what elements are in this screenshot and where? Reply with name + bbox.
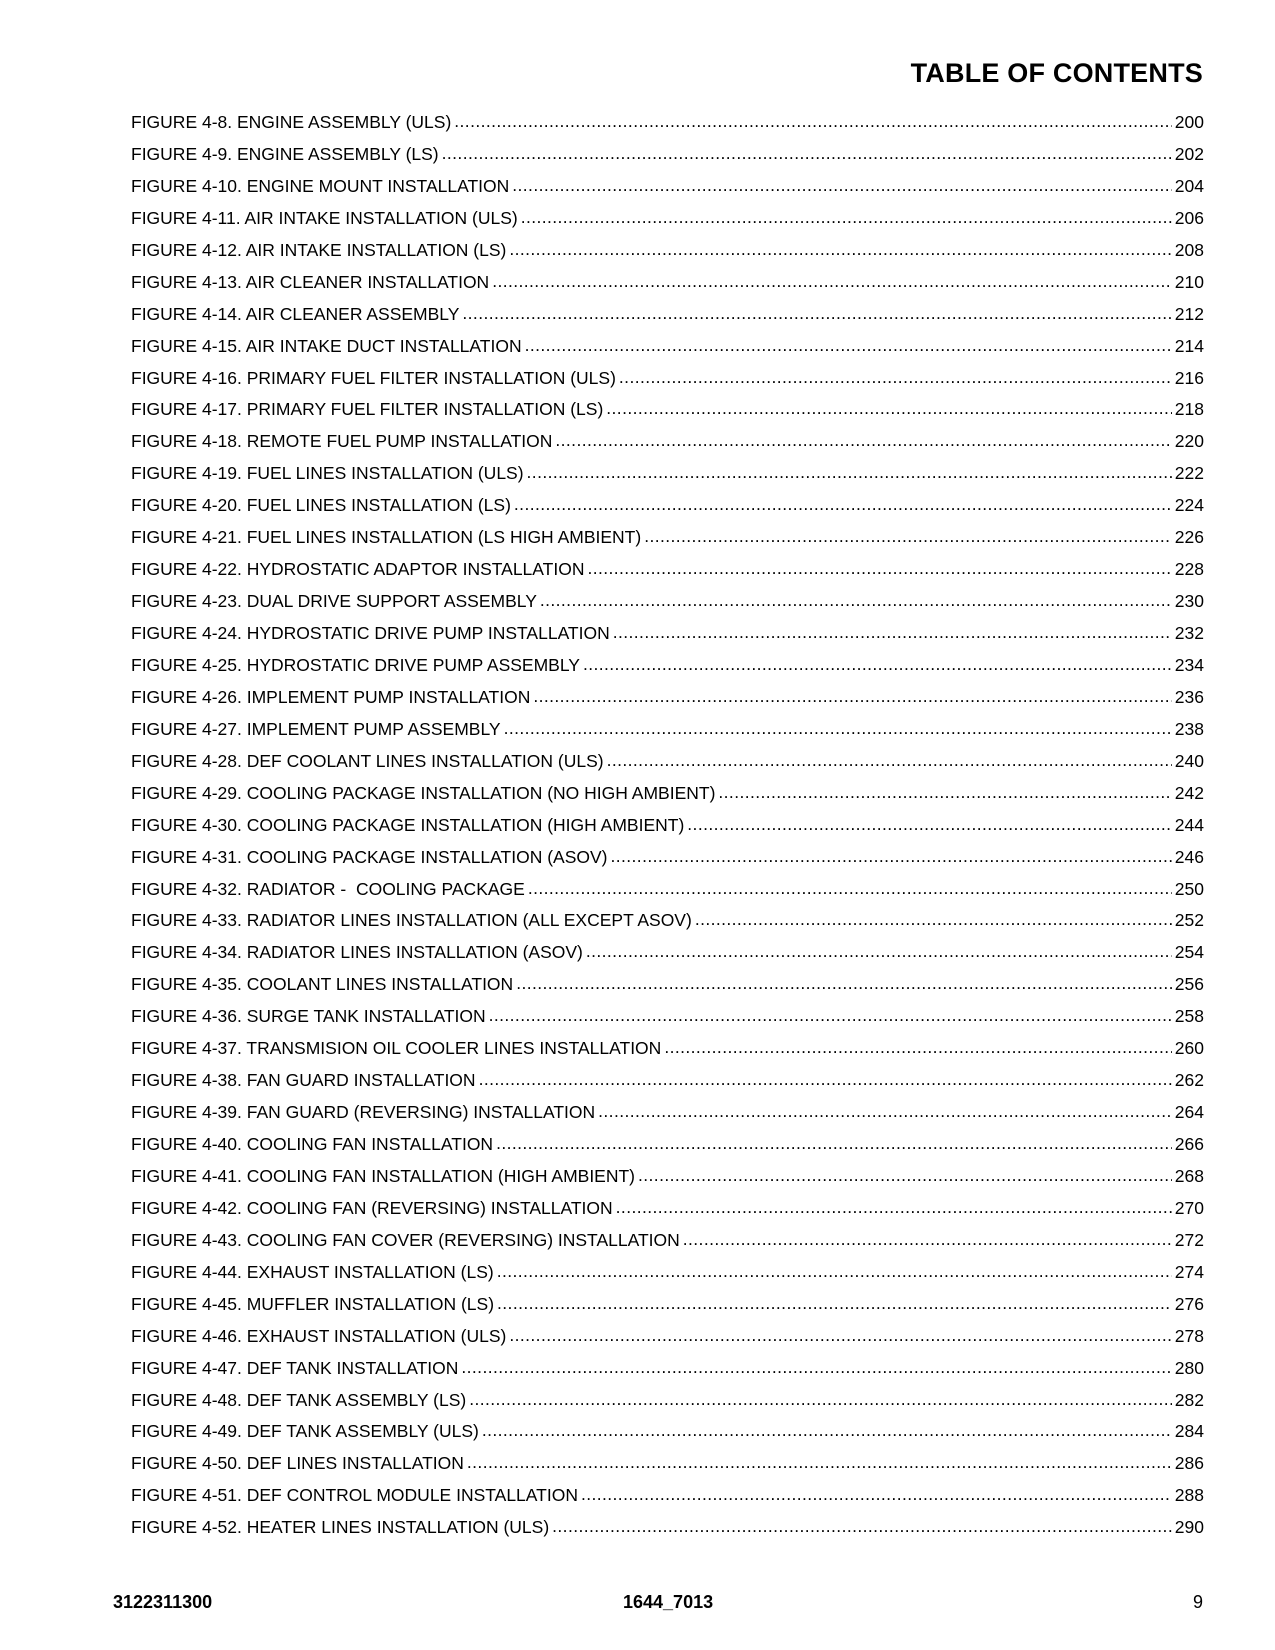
toc-entry[interactable] <box>131 206 1204 238</box>
toc-entry[interactable] <box>131 238 1204 270</box>
toc-entry-page: 216 <box>1174 367 1204 388</box>
toc-entry[interactable] <box>131 174 1204 206</box>
toc-entry[interactable] <box>131 397 1204 429</box>
toc-dot-leader <box>442 142 1172 165</box>
toc-dot-leader <box>687 813 1172 836</box>
toc-dot-leader <box>516 972 1172 995</box>
toc-entry-page: 282 <box>1174 1389 1204 1410</box>
toc-entry-page: 232 <box>1174 623 1204 643</box>
toc-dot-leader <box>555 429 1171 452</box>
toc-entry[interactable] <box>131 525 1204 557</box>
toc-dot-leader <box>492 270 1172 293</box>
toc-entry-page: 262 <box>1174 1070 1204 1091</box>
toc-entry-page: 280 <box>1174 1357 1204 1378</box>
toc-entry-page: 256 <box>1174 974 1204 995</box>
toc-entry[interactable] <box>131 717 1204 749</box>
toc-dot-leader <box>607 749 1172 772</box>
toc-entry-label: FIGURE 4-30. COOLING PACKAGE INSTALLATION (HIGH AMBIENT) <box>131 814 685 835</box>
toc-entry-page: 246 <box>1174 846 1204 867</box>
toc-dot-leader <box>587 557 1171 580</box>
toc-entry-page: 230 <box>1174 591 1204 612</box>
toc-entry[interactable] <box>131 110 1204 142</box>
toc-entry-label: FIGURE 4-39. FAN GUARD (REVERSING) INSTALLATION <box>131 1102 596 1123</box>
toc-entry-label: FIGURE 4-36. SURGE TANK INSTALLATION <box>131 1006 486 1027</box>
toc-dot-leader <box>496 1132 1172 1155</box>
toc-dot-leader <box>497 1292 1172 1315</box>
toc-entry-label: FIGURE 4-12. AIR INTAKE INSTALLATION (LS) <box>131 239 507 260</box>
toc-dot-leader <box>462 302 1171 325</box>
toc-dot-leader <box>525 334 1172 357</box>
toc-entry-label: FIGURE 4-11. AIR INTAKE INSTALLATION (ULS) <box>131 207 518 228</box>
toc-entry[interactable] <box>131 877 1204 909</box>
toc-entry-page: 286 <box>1174 1453 1204 1474</box>
toc-dot-leader <box>489 1004 1172 1027</box>
toc-entry-label: FIGURE 4-51. DEF CONTROL MODULE INSTALLATION <box>131 1485 578 1506</box>
toc-dot-leader <box>581 1483 1172 1506</box>
toc-entry-page: 260 <box>1174 1038 1204 1059</box>
toc-entry[interactable] <box>131 557 1204 589</box>
footer-page-number: 9 <box>1192 1592 1203 1612</box>
toc-dot-leader <box>695 908 1172 931</box>
toc-entry-label: FIGURE 4-42. COOLING FAN (REVERSING) INSTALLATION <box>131 1197 613 1218</box>
toc-entry-label: FIGURE 4-28. DEF COOLANT LINES INSTALLATION (ULS) <box>131 750 604 771</box>
toc-entry[interactable] <box>131 366 1204 398</box>
toc-entry[interactable] <box>131 1419 1204 1451</box>
toc-entry-label: FIGURE 4-41. COOLING FAN INSTALLATION (HIGH AMBIENT) <box>131 1165 636 1186</box>
toc-entry-page: 242 <box>1174 782 1204 803</box>
toc-entry[interactable] <box>131 1260 1204 1292</box>
toc-entry-label: FIGURE 4-27. IMPLEMENT PUMP ASSEMBLY <box>131 718 501 739</box>
toc-dot-leader <box>454 110 1172 133</box>
toc-list <box>131 110 1204 1547</box>
toc-entry-label: FIGURE 4-23. DUAL DRIVE SUPPORT ASSEMBLY <box>131 591 537 612</box>
toc-dot-leader <box>552 1515 1172 1538</box>
toc-dot-leader <box>512 174 1172 197</box>
toc-entry-page: 228 <box>1174 559 1204 580</box>
toc-entry-page: 222 <box>1174 463 1204 484</box>
toc-entry[interactable] <box>131 142 1204 174</box>
toc-entry[interactable] <box>131 972 1204 1004</box>
toc-entry-page: 264 <box>1174 1102 1204 1123</box>
toc-entry-page: 252 <box>1174 910 1204 931</box>
toc-dot-leader <box>467 1451 1172 1474</box>
toc-dot-leader <box>461 1356 1171 1379</box>
toc-entry[interactable] <box>131 1004 1204 1036</box>
page-title: TABLE OF CONTENTS <box>910 58 1203 88</box>
toc-entry-page: 276 <box>1174 1293 1204 1314</box>
toc-dot-leader <box>718 781 1171 804</box>
toc-dot-leader <box>469 1388 1172 1411</box>
toc-entry[interactable] <box>131 1324 1204 1356</box>
toc-entry-page: 214 <box>1174 335 1204 356</box>
toc-entry-label: FIGURE 4-52. HEATER LINES INSTALLATION (ULS) <box>131 1517 550 1538</box>
toc-entry[interactable] <box>131 1036 1204 1068</box>
toc-entry-page: 288 <box>1174 1485 1204 1506</box>
toc-entry-label: FIGURE 4-10. ENGINE MOUNT INSTALLATION <box>131 175 510 196</box>
toc-entry[interactable] <box>131 493 1204 525</box>
toc-entry-page: 254 <box>1174 942 1204 963</box>
toc-entry-page: 244 <box>1174 814 1204 835</box>
toc-entry-label: FIGURE 4-29. COOLING PACKAGE INSTALLATION (NO HIGH AMBIENT) <box>131 782 716 803</box>
toc-entry-label: FIGURE 4-31. COOLING PACKAGE INSTALLATION (ASOV) <box>131 846 608 867</box>
toc-entry-page: 212 <box>1174 303 1204 324</box>
toc-entry-label: FIGURE 4-9. ENGINE ASSEMBLY (LS) <box>131 143 439 164</box>
toc-entry[interactable] <box>131 1068 1204 1100</box>
toc-entry-page: 206 <box>1174 207 1204 228</box>
toc-entry-label: FIGURE 4-17. PRIMARY FUEL FILTER INSTALLATION (LS) <box>131 399 604 420</box>
toc-entry[interactable] <box>131 1388 1204 1420</box>
toc-dot-leader <box>586 940 1172 963</box>
toc-entry-page: 278 <box>1174 1325 1204 1346</box>
toc-dot-leader <box>619 366 1172 389</box>
toc-entry-label: FIGURE 4-22. HYDROSTATIC ADAPTOR INSTALLATION <box>131 559 585 580</box>
toc-dot-leader <box>611 845 1172 868</box>
footer-document-number: 3122311300 <box>113 1592 213 1612</box>
toc-dot-leader <box>533 685 1171 708</box>
toc-entry[interactable] <box>131 1132 1204 1164</box>
toc-dot-leader <box>514 493 1172 516</box>
toc-entry-label: FIGURE 4-25. HYDROSTATIC DRIVE PUMP ASSEMBLY <box>131 654 580 675</box>
toc-entry[interactable] <box>131 1483 1204 1515</box>
toc-entry-label: FIGURE 4-49. DEF TANK ASSEMBLY (ULS) <box>131 1421 479 1442</box>
toc-entry-page: 272 <box>1174 1229 1204 1250</box>
toc-entry-page: 202 <box>1174 143 1204 164</box>
toc-entry-label: FIGURE 4-20. FUEL LINES INSTALLATION (LS) <box>131 495 511 516</box>
toc-entry[interactable] <box>131 940 1204 972</box>
toc-entry-page: 208 <box>1174 239 1204 260</box>
toc-dot-leader <box>683 1228 1172 1251</box>
toc-dot-leader <box>638 1164 1172 1187</box>
toc-entry-label: FIGURE 4-21. FUEL LINES INSTALLATION (LS HIGH AMBIENT) <box>131 527 642 548</box>
toc-entry[interactable] <box>131 429 1204 461</box>
toc-entry-page: 236 <box>1174 686 1204 707</box>
toc-entry[interactable] <box>131 1292 1204 1324</box>
toc-dot-leader <box>504 717 1172 740</box>
toc-entry-label: FIGURE 4-15. AIR INTAKE DUCT INSTALLATION <box>131 335 522 356</box>
toc-dot-leader <box>606 397 1172 420</box>
toc-entry-page: 284 <box>1174 1421 1204 1442</box>
toc-entry-page: 200 <box>1174 112 1204 132</box>
toc-entry-label: FIGURE 4-34. RADIATOR LINES INSTALLATION (ASOV) <box>131 942 583 963</box>
toc-dot-leader <box>540 589 1172 612</box>
toc-entry[interactable] <box>131 813 1204 845</box>
toc-dot-leader <box>479 1068 1172 1091</box>
toc-dot-leader <box>664 1036 1171 1059</box>
toc-entry[interactable] <box>131 1100 1204 1132</box>
toc-entry[interactable] <box>131 845 1204 877</box>
toc-entry[interactable] <box>131 334 1204 366</box>
toc-entry-page: 218 <box>1174 399 1204 420</box>
toc-entry[interactable] <box>131 1228 1204 1260</box>
toc-entry[interactable] <box>131 749 1204 781</box>
toc-entry-label: FIGURE 4-14. AIR CLEANER ASSEMBLY <box>131 303 460 324</box>
toc-entry-page: 240 <box>1174 750 1204 771</box>
toc-entry-label: FIGURE 4-32. RADIATOR - COOLING PACKAGE <box>131 878 525 899</box>
toc-entry-page: 220 <box>1174 431 1204 452</box>
toc-entry-label: FIGURE 4-18. REMOTE FUEL PUMP INSTALLATION <box>131 431 553 452</box>
toc-dot-leader <box>583 653 1172 676</box>
toc-entry-page: 266 <box>1174 1134 1204 1154</box>
toc-entry-label: FIGURE 4-43. COOLING FAN COVER (REVERSING) INSTALLATION <box>131 1229 680 1250</box>
toc-dot-leader <box>528 877 1172 900</box>
toc-entry[interactable] <box>131 685 1204 717</box>
toc-entry[interactable] <box>131 589 1204 621</box>
toc-entry-label: FIGURE 4-46. EXHAUST INSTALLATION (ULS) <box>131 1325 507 1346</box>
toc-entry-label: FIGURE 4-44. EXHAUST INSTALLATION (LS) <box>131 1261 494 1282</box>
toc-entry-label: FIGURE 4-48. DEF TANK ASSEMBLY (LS) <box>131 1389 467 1410</box>
toc-entry-label: FIGURE 4-50. DEF LINES INSTALLATION <box>131 1453 464 1474</box>
toc-entry-page: 270 <box>1174 1197 1204 1218</box>
toc-dot-leader <box>521 206 1172 229</box>
toc-entry[interactable] <box>131 908 1204 940</box>
toc-entry-page: 204 <box>1174 175 1204 196</box>
toc-entry-page: 268 <box>1174 1165 1204 1186</box>
toc-entry-label: FIGURE 4-19. FUEL LINES INSTALLATION (ULS) <box>131 463 524 484</box>
toc-entry-label: FIGURE 4-35. COOLANT LINES INSTALLATION <box>131 974 514 995</box>
toc-entry-label: FIGURE 4-47. DEF TANK INSTALLATION <box>131 1357 459 1378</box>
toc-dot-leader <box>497 1260 1172 1283</box>
toc-dot-leader <box>613 621 1172 644</box>
toc-dot-leader <box>616 1196 1172 1219</box>
toc-entry-label: FIGURE 4-38. FAN GUARD INSTALLATION <box>131 1070 476 1091</box>
toc-entry[interactable] <box>131 1196 1204 1228</box>
toc-entry-page: 210 <box>1174 271 1204 292</box>
toc-entry[interactable] <box>131 270 1204 302</box>
toc-entry-page: 250 <box>1174 878 1204 899</box>
toc-entry-label: FIGURE 4-45. MUFFLER INSTALLATION (LS) <box>131 1293 495 1314</box>
toc-entry[interactable] <box>131 781 1204 813</box>
toc-entry[interactable] <box>131 302 1204 334</box>
toc-entry[interactable] <box>131 621 1204 653</box>
toc-dot-leader <box>598 1100 1172 1123</box>
toc-entry[interactable] <box>131 653 1204 685</box>
toc-entry-page: 274 <box>1174 1261 1204 1282</box>
toc-dot-leader <box>482 1419 1172 1442</box>
toc-entry-label: FIGURE 4-33. RADIATOR LINES INSTALLATION (ALL EXCEPT ASOV) <box>131 910 692 931</box>
toc-entry-label: FIGURE 4-8. ENGINE ASSEMBLY (ULS) <box>131 112 452 132</box>
toc-dot-leader <box>509 1324 1171 1347</box>
toc-dot-leader <box>644 525 1172 548</box>
toc-entry-label: FIGURE 4-16. PRIMARY FUEL FILTER INSTALLATION (ULS) <box>131 367 616 388</box>
toc-dot-leader <box>509 238 1171 261</box>
toc-entry-page: 238 <box>1174 718 1204 739</box>
toc-entry-page: 290 <box>1174 1517 1204 1538</box>
toc-entry-page: 234 <box>1174 654 1204 675</box>
toc-entry[interactable] <box>131 1356 1204 1388</box>
toc-entry-page: 224 <box>1174 495 1204 516</box>
toc-entry[interactable] <box>131 461 1204 493</box>
toc-entry[interactable] <box>131 1451 1204 1483</box>
toc-entry-page: 226 <box>1174 527 1204 548</box>
toc-entry-label: FIGURE 4-24. HYDROSTATIC DRIVE PUMP INSTALLATION <box>131 623 610 643</box>
toc-entry-label: FIGURE 4-26. IMPLEMENT PUMP INSTALLATION <box>131 686 531 707</box>
toc-entry[interactable] <box>131 1164 1204 1196</box>
toc-entry-label: FIGURE 4-13. AIR CLEANER INSTALLATION <box>131 271 490 292</box>
toc-entry-page: 258 <box>1174 1006 1204 1027</box>
toc-entry-label: FIGURE 4-37. TRANSMISION OIL COOLER LINES INSTALLATION <box>131 1038 662 1059</box>
toc-entry[interactable] <box>131 1515 1204 1547</box>
footer-code: 1644_7013 <box>623 1592 714 1612</box>
toc-entry-label: FIGURE 4-40. COOLING FAN INSTALLATION <box>131 1134 494 1154</box>
toc-dot-leader <box>527 461 1172 484</box>
